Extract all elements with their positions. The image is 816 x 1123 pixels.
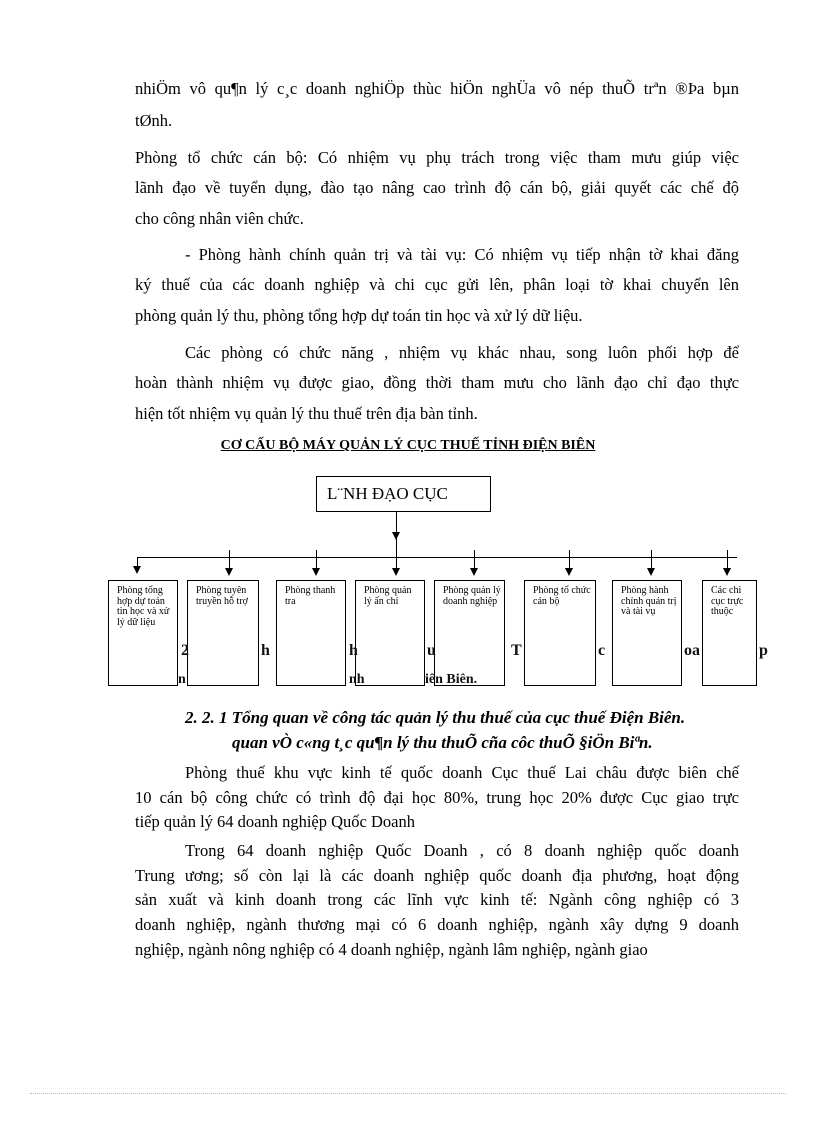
dept-box-to-chuc: Phòng tổ chức cán bộ <box>524 580 596 686</box>
dept-box-thanh-tra: Phòng thanh tra <box>276 580 346 686</box>
overlap-fragment: p <box>759 642 768 659</box>
paragraph-6-line-3: sản xuất và kinh doanh trong các lĩnh vực kinh tế: Ngành công nghiệp có 3 <box>135 890 739 909</box>
paragraph-3-line-2: ký thuế của các doanh nghiệp và chi cục gửi lên, phân loại tờ khai chuyển lên <box>135 275 739 294</box>
overlap-fragment: h <box>261 642 270 659</box>
paragraph-4-line-3: hiện tốt nhiệm vụ quản lý thu thuế trên địa bàn tỉnh. <box>135 404 478 423</box>
bus-line <box>137 557 737 558</box>
paragraph-4-line-1: Các phòng có chức năng , nhiệm vụ khác nhau, song luôn phối hợp để <box>185 343 739 362</box>
drop-arrow <box>225 568 233 576</box>
paragraph-6-line-2: Trung ương; số còn lại là các doanh nghiệp quốc doanh địa phương, hoạt động <box>135 866 739 885</box>
drop-arrow <box>647 568 655 576</box>
dept-box-hanh-chinh: Phòng hành chính quản trị và tài vụ <box>612 580 682 686</box>
paragraph-3-line-1: - Phòng hành chính quản trị và tài vụ: Có nhiệm vụ tiếp nhận tờ khai đăng <box>185 245 739 264</box>
overlap-fragment: h <box>349 642 358 659</box>
drop-arrow <box>470 568 478 576</box>
overlap-fragment: T <box>511 642 522 659</box>
leader-arrow <box>392 532 400 540</box>
overlap-fragment: iên Biên. <box>425 672 478 687</box>
drop-arrow <box>392 568 400 576</box>
paragraph-5-line-1: Phòng thuế khu vực kinh tế quốc doanh Cục thuế Lai châu được biên chế <box>185 763 739 782</box>
drop-arrow <box>723 568 731 576</box>
paragraph-1-line-1: nhiÖm vô qu¶n lý c¸c doanh nghiÖp thùc hiÖn nghÜa vô nép thuÕ trªn ®Þa bµn <box>135 79 739 98</box>
paragraph-5-line-2: 10 cán bộ công chức có trình độ đại học 80%, trung học 20% được Cục giao trực <box>135 788 739 807</box>
paragraph-4-line-2: hoàn thành nhiệm vụ được giao, đồng thời tham mưu cho lãnh đạo chỉ đạo thực <box>135 373 739 392</box>
overlap-fragment: u <box>427 642 436 659</box>
overlap-fragment: nh <box>349 672 365 687</box>
page-bottom-rule <box>30 1093 786 1094</box>
paragraph-6-line-1: Trong 64 doanh nghiệp Quốc Doanh , có 8 doanh nghiệp quốc doanh <box>185 841 739 860</box>
section-subheading: quan vÒ c«ng t¸c qu¶n lý thu thuÕ cña côc thuÕ §iÖn Biªn. <box>232 733 653 752</box>
dept-box-an-chi: Phòng quản lý ấn chỉ <box>355 580 425 686</box>
paragraph-2-line-2: lãnh đạo về tuyển dụng, đào tạo nâng cao trình độ cán bộ, giải quyết các chế độ <box>135 178 739 197</box>
overlap-fragment: c <box>598 642 606 659</box>
paragraph-6-line-4: doanh nghiệp, ngành thương mại có 6 doanh nghiệp, ngành xây dựng 9 doanh <box>135 915 739 934</box>
paragraph-5-line-3: tiếp quản lý 64 doanh nghiệp Quốc Doanh <box>135 812 415 831</box>
drop-arrow <box>565 568 573 576</box>
paragraph-2-line-1: Phòng tổ chức cán bộ: Có nhiệm vụ phụ trách trong việc tham mưu giúp việc <box>135 148 739 167</box>
dept-box-tuyen-truyen: Phòng tuyên truyền hỗ trợ <box>187 580 259 686</box>
drop-arrow <box>312 568 320 576</box>
paragraph-6-line-5: nghiệp, ngành nông nghiệp có 4 doanh nghiệp, ngành lâm nghiệp, ngành giao <box>135 940 648 959</box>
overlap-fragment: n <box>178 672 186 687</box>
paragraph-1-line-2: tØnh. <box>135 111 173 130</box>
dept-box-chi-cuc: Các chi cục trực thuộc <box>702 580 757 686</box>
dept-box-doanh-nghiep: Phòng quản lý doanh nghiệp <box>434 580 505 686</box>
leader-box: L¨NH ĐẠO CỤC <box>316 476 491 512</box>
paragraph-2-line-3: cho công nhân viên chức. <box>135 209 304 228</box>
paragraph-3-line-3: phòng quản lý thu, phòng tổng hợp dự toán tin học và xử lý dữ liệu. <box>135 306 583 325</box>
org-chart-caption: CƠ CẤU BỘ MÁY QUẢN LÝ CỤC THUẾ TỈNH ĐIỆN BIÊN <box>220 438 596 453</box>
overlap-fragment: 2 <box>181 642 189 659</box>
drop-arrow <box>133 566 141 574</box>
overlap-fragment: oa <box>684 642 700 659</box>
section-heading: 2. 2. 1 Tổng quan về công tác quản lý thu thuế của cục thuế Điện Biên. <box>185 708 686 727</box>
dept-box-tong-hop: Phòng tổng hợp dự toán tin học và xử lý dữ liệu <box>108 580 178 686</box>
